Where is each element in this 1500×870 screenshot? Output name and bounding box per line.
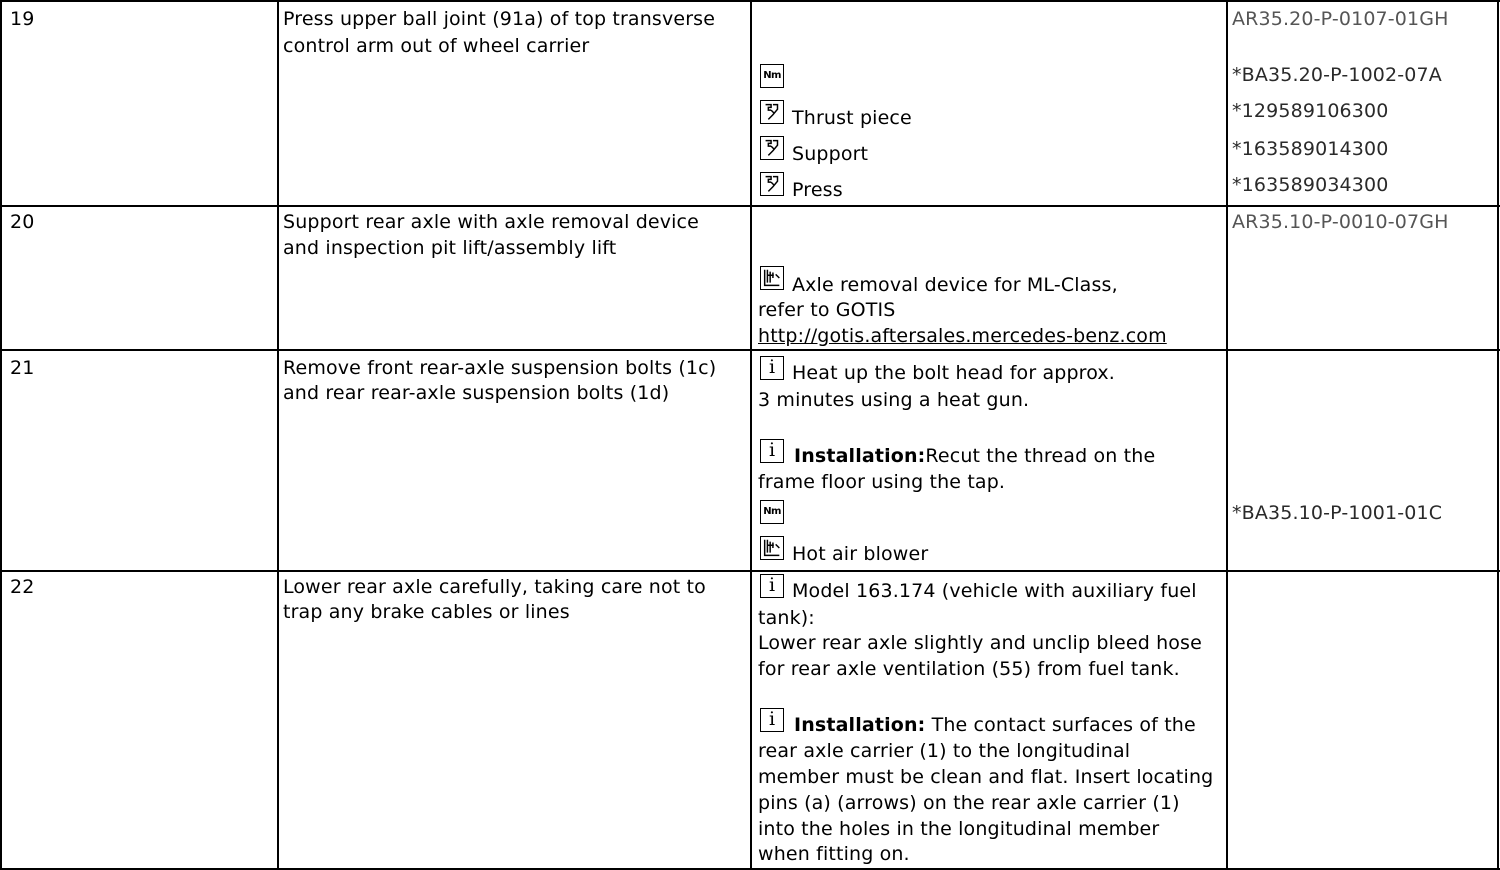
column-divider (1226, 0, 1228, 870)
operation-text: and rear rear-axle suspension bolts (1d) (283, 382, 670, 404)
note-text: Axle removal device for ML-Class, (792, 274, 1118, 296)
special-tool-icon (760, 172, 784, 196)
gotis-link[interactable]: http://gotis.aftersales.mercedes-benz.com (758, 325, 1167, 347)
operation-text: Support rear axle with axle removal device (283, 211, 699, 233)
special-tool-icon (760, 136, 784, 160)
row-divider (0, 0, 1500, 2)
note-text: tank): (758, 607, 815, 629)
row-divider (0, 570, 1500, 572)
installation-label: Installation: (794, 445, 926, 467)
step-number: 20 (10, 211, 35, 233)
operation-text: Remove front rear-axle suspension bolts (1c) (283, 357, 717, 379)
step-number: 22 (10, 576, 35, 598)
note-text: into the holes in the longitudinal member (758, 818, 1160, 840)
row-divider (0, 205, 1500, 207)
info-icon: i (760, 574, 784, 598)
column-divider (277, 0, 279, 870)
note-text: Press (792, 179, 843, 201)
operation-text: control arm out of wheel carrier (283, 35, 590, 57)
reference-link[interactable]: *BA35.20-P-1002-07A (1232, 64, 1442, 86)
operation-text: Press upper ball joint (91a) of top transverse (283, 8, 716, 30)
special-tool-icon (760, 100, 784, 124)
row-divider (0, 349, 1500, 351)
note-text: member must be clean and flat. Insert locating (758, 766, 1214, 788)
step-number: 21 (10, 357, 35, 379)
torque-icon: Nm (760, 500, 784, 524)
note-text: frame floor using the tap. (758, 471, 1006, 493)
note-text: refer to GOTIS (758, 299, 896, 321)
reference-link[interactable]: *BA35.10-P-1001-01C (1232, 502, 1443, 524)
note-text: Model 163.174 (vehicle with auxiliary fuel (792, 580, 1197, 602)
note-text (794, 443, 1155, 469)
note-text (794, 712, 1196, 738)
reference-link[interactable]: *163589034300 (1232, 174, 1389, 196)
step-number: 19 (10, 8, 35, 30)
note-text: rear axle carrier (1) to the longitudinal (758, 740, 1131, 762)
note-text: Support (792, 143, 869, 165)
reference-link[interactable]: AR35.10-P-0010-07GH (1232, 211, 1449, 233)
reference-link[interactable]: *129589106300 (1232, 100, 1389, 122)
note-text: Thrust piece (792, 107, 912, 129)
note-text: when fitting on. (758, 843, 910, 865)
note-text: for rear axle ventilation (55) from fuel tank. (758, 658, 1180, 680)
table-border-right (1497, 0, 1499, 870)
note-text: Hot air blower (792, 543, 929, 565)
note-text: 3 minutes using a heat gun. (758, 389, 1030, 411)
info-icon: i (760, 708, 784, 732)
note-text: pins (a) (arrows) on the rear axle carrier (1) (758, 792, 1180, 814)
operation-text: and inspection pit lift/assembly lift (283, 237, 617, 259)
torque-icon: Nm (760, 64, 784, 88)
reference-link[interactable]: AR35.20-P-0107-01GH (1232, 8, 1449, 30)
workshop-equipment-icon (760, 536, 784, 560)
table-border-left (0, 0, 2, 870)
installation-text: The contact surfaces of the (925, 714, 1196, 736)
operation-text: trap any brake cables or lines (283, 601, 570, 623)
note-text: Lower rear axle slightly and unclip bleed hose (758, 632, 1202, 654)
installation-label: Installation: (794, 714, 926, 736)
operation-text: Lower rear axle carefully, taking care not to (283, 576, 706, 598)
info-icon: i (760, 356, 784, 380)
info-icon: i (760, 439, 784, 463)
installation-text: Recut the thread on the (925, 445, 1156, 467)
note-text: Heat up the bolt head for approx. (792, 362, 1115, 384)
workshop-equipment-icon (760, 266, 784, 290)
column-divider (750, 0, 752, 870)
reference-link[interactable]: *163589014300 (1232, 138, 1389, 160)
